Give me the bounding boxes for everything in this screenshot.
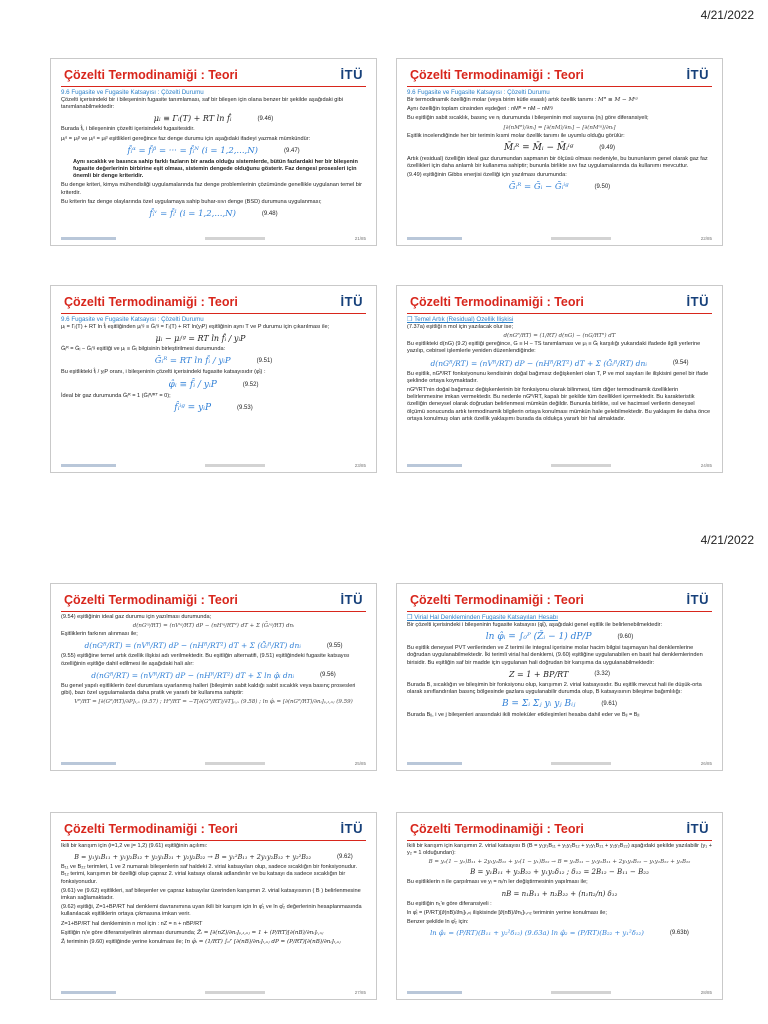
equation-9-55: d(nGᴿ/RT) = (nVᴿ/RT) dP − (nHᴿ/RT²) dT + Σ (Ḡᵢᴿ/RT) dnᵢ (9.55) bbox=[84, 641, 343, 651]
text-line: Bir termodinamik özelliğin molar (veya birim kütle esaslı) artık özellik tanımı : Mᴿ ≡ M − Mⁱᵍ bbox=[407, 97, 638, 103]
slide-footer: 28/85 bbox=[407, 989, 712, 996]
equation-9-62: B = y₁y₁B₁₁ + y₁y₂B₁₂ + y₂y₁B₂₁ + y₂y₂B₂₂ → B = y₁²B₁₁ + 2y₁y₂B₁₂ + y₂²B₂₂ (9.62) bbox=[74, 853, 353, 862]
slide-subtitle: 9.6 Fugasite ve Fugasite Katsayısı : Çözelti Durumu bbox=[61, 316, 204, 323]
equation-b-expansion: B = y₁(1 − y₂)B₁₁ + 2y₁y₂B₁₂ + y₂(1 − y₁)B₂₂ → B = y₁B₁₁ − y₁y₂B₁₁ + 2y₁y₂B₁₂ − y₁y₂B₂₂ + y₂B₂₂ bbox=[428, 859, 691, 866]
equation-ng-differential: d(nGᴿ/RT) = (1/RT) d(nG) − (nG/RT²) dT bbox=[503, 333, 616, 340]
equation-nb: nB = n₁B₁₁ + n₂B₂₂ + (n₁n₂/n) δ₁₂ bbox=[501, 889, 618, 898]
slide-body bbox=[61, 614, 366, 758]
slide-footer: 26/85 bbox=[407, 760, 712, 767]
equation-9-53: f̂ᵢⁱᵍ = yᵢP (9.53) bbox=[174, 402, 253, 413]
slide-footer: 23/85 bbox=[61, 462, 366, 469]
slide-title: Çözelti Termodinamiği : Teori bbox=[410, 295, 584, 309]
slide-subtitle: ❐ Virial Hal Denkleminden Fugasite Katsayıları Hesabı bbox=[407, 614, 558, 621]
itu-logo: İTÜ bbox=[340, 821, 363, 836]
text-line: Bu eşitlikteki d(nG) (9.2) eşitliği gereğince, G ≡ H − TS tanımlaması ve μᵢ ≡ Ḡᵢ karşılığı yukarıdaki ifadede ilgili yerlerine yazılıp, cebirsel işlemlerle yeniden düzenlendiğinde: bbox=[407, 341, 701, 355]
text-line: μᵢᵅ = μᵢᵝ ve μᵢᵅ = μᵢᵝ eşitlikleri gereğince faz denge durumu için aşağıdaki ifadeyi yazmak mümkündür: bbox=[61, 135, 311, 142]
slide-footer: 25/85 bbox=[61, 760, 366, 767]
slide-5 bbox=[50, 583, 377, 771]
text-line: Burada f̂ᵢ, i bileşeninin çözelti içerisindeki fugasitesidir. bbox=[61, 126, 195, 133]
equation-ideal-gas: d(nGⁱᵍ/RT) = (nVⁱᵍ/RT) dP − (nHⁱᵍ/RT²) dT + Σ (Ḡᵢⁱᵍ/RT) dnᵢ bbox=[132, 623, 295, 630]
text-line: İkili bir karışım için karışımın 2. virial katsayısı B (B = y₁y₁B₁₁ + y₁y₂B₁₂ + y₂y₁B₂₁ + y₂y₂B₂₂) aşağıdaki şekilde yazılabilir (y₁ + y₂ = 1 olduğundan): bbox=[407, 843, 712, 857]
slide-4 bbox=[396, 285, 723, 473]
slide-8 bbox=[396, 812, 723, 1000]
title-rule bbox=[61, 313, 366, 314]
equation-9-48: f̂ᵢᵛ = f̂ᵢˡ (i = 1,2,...,N) (9.48) bbox=[149, 209, 278, 220]
text-line: Benzer şekilde ln φ̂₂ için: bbox=[407, 919, 469, 926]
text-line: (9.61) ve (9.62) eşitlikleri, saf bileşenler ve çapraz katsayılar üzerinden karışımın 2. virial katsayısının ( B ) belirlenmesine imkan sağlamaktadır. bbox=[61, 887, 361, 902]
print-date-bottom: 4/21/2022 bbox=[700, 533, 754, 547]
itu-logo: İTÜ bbox=[686, 592, 709, 607]
equation-9-49: M̄ᵢᴿ = M̄ᵢ − M̄ᵢⁱᵍ (9.49) bbox=[504, 142, 615, 153]
slide-7 bbox=[50, 812, 377, 1000]
equation-9-47: f̂ᵢᵅ = f̂ᵢᵝ = ··· = f̂ᵢᴺ (i = 1,2,...,N) (9.47) bbox=[127, 145, 300, 156]
equation-9-51: Ḡᵢᴿ = RT ln f̂ᵢ / yᵢP (9.51) bbox=[154, 356, 273, 367]
text-line: Bu genel yapılı eşitliklerin özel durumlara uyarlanmış halleri (bileşimin sabit kaldığı sabit sıcaklık veya basınç prosesleri gibi), bazı özel uygulamalarda daha pratik ve yararlı bir kullanıma sahiptir: bbox=[61, 682, 356, 697]
slide-footer: 21/85 bbox=[61, 235, 366, 242]
slide-1 bbox=[50, 58, 377, 246]
text-line: Eşitliğin nᵢ'e göre diferansiyelinin alınması durumunda; Z̄ᵢ = [∂(nZ)/∂nᵢ]ₚ,ₜ,ₙⱼ = 1 + (P/RT)[∂(nB)/∂nᵢ]ₜ,ₙⱼ bbox=[61, 929, 324, 936]
itu-logo: İTÜ bbox=[340, 592, 363, 607]
slide-title: Çözelti Termodinamiği : Teori bbox=[64, 295, 238, 309]
text-line: Bir çözelti içerisindeki i bileşeninin fugasite katsayısı (φ̂ᵢ), aşağıdaki genel eşitlik ile belirlenebilmektedir: bbox=[407, 622, 663, 628]
text-line: (9.49) eşitliğinin Gibbs enerjisi özelliği için yazılması durumunda: bbox=[407, 172, 567, 179]
text-line: Ḡᵢᴿ = Ḡᵢ − Ḡᵢⁱᵍ eşitliği ve μᵢ ≡ Ḡᵢ bilgisinin birleştirilmesi durumunda: bbox=[61, 346, 226, 353]
text-line: Bu eşitliğin n₁'e göre diferansiyeli : bbox=[407, 900, 492, 907]
text-line: B₁₁ ve B₂₂ terimleri, 1 ve 2 numaralı bileşenlerin saf haldeki 2. virial katsayıları olup, sadece sıcaklığın bir fonksiyonudur. B₁₂ terimi, karışımın bir özelliği olup çapraz 2. virial katsayı olarak adlandırılır ve bu katsayı da sadece sıcaklığın bir fonksiyonudur. bbox=[61, 864, 358, 885]
title-rule bbox=[61, 840, 366, 841]
text-line: (7.37a) eşitliği n mol için yazılacak olur ise; bbox=[407, 324, 514, 330]
equation-9-60: ln φ̂ᵢ = ∫₀ᴾ (Z̄ᵢ − 1) dP/P (9.60) bbox=[485, 632, 634, 643]
itu-logo: İTÜ bbox=[686, 67, 709, 82]
text-line: Eşitliklerin farkının alınması ile; bbox=[61, 631, 138, 638]
text-line: İkili bir karışım için (i=1,2 ve j= 1,2) (9.61) eşitliğinin açılımı: bbox=[61, 843, 208, 849]
slide-3 bbox=[50, 285, 377, 473]
equation-9-50: Ḡᵢᴿ = Ḡᵢ − Ḡᵢⁱᵍ (9.50) bbox=[508, 182, 611, 193]
title-rule bbox=[61, 86, 366, 87]
highlight-note: Aynı sıcaklık ve basınca sahip farklı fazların bir arada olduğu sistemlerde, bütün fazlardaki her bir bileşenin fugasite değerlerinin birbirine eşit olması, sistemin dengede olduğunu gösterir. Faz dengesi prosesleri için önemli bir denge kriteridir. bbox=[73, 158, 358, 180]
text-line: ln φ̂ᵢ = (P/RT)[∂(nB)/∂nᵢ]ₜ,ₙⱼ ilişkisinde [∂(nB)/∂n₁]ₜ,ₙ₂ teriminin yerine konulması ile; bbox=[407, 909, 607, 916]
itu-logo: İTÜ bbox=[340, 294, 363, 309]
title-rule bbox=[407, 611, 712, 612]
slide-body bbox=[61, 843, 366, 987]
slide-title: Çözelti Termodinamiği : Teori bbox=[64, 593, 238, 607]
title-rule bbox=[61, 611, 366, 612]
equation-9-54: d(nGᴿ/RT) = (nVᴿ/RT) dP − (nHᴿ/RT²) dT + Σ (Ḡᵢᴿ/RT) dnᵢ (9.54) bbox=[430, 358, 689, 368]
text-line: Z̄ᵢ teriminin (9.60) eşitliğinde yerine konulması ile; ln φ̂ᵢ = (1/RT) ∫₀ᴾ [∂(nB)/∂nᵢ]ₜ,ₙⱼ dP = (P/RT)[∂(nB)/∂nᵢ]ₜ,ₙⱼ bbox=[61, 939, 341, 946]
slide-body bbox=[407, 89, 712, 233]
title-rule bbox=[407, 840, 712, 841]
slide-title: Çözelti Termodinamiği : Teori bbox=[410, 822, 584, 836]
text-line: Bu eşitliğin sabit sıcaklık, basınç ve nⱼ durumunda i bileşeninin mol sayısına (nᵢ) göre diferansiyeli; bbox=[407, 115, 649, 122]
text-line: (9.62) eşitliği, Z=1+BP/RT hal denklemi davranımına uyan ikili bir karışım için ln φ̂₁ ve ln φ̂₂ değerlerinin hesaplanmasında kullanılacak eşitliklerin ortaya çıkmasına imkan verir. bbox=[61, 904, 362, 918]
equation-9-61: B = Σᵢ Σⱼ yᵢ yⱼ Bᵢⱼ (9.61) bbox=[501, 699, 618, 710]
slide-subtitle: 9.6 Fugasite ve Fugasite Katsayısı : Çözelti Durumu bbox=[407, 89, 550, 96]
itu-logo: İTÜ bbox=[340, 67, 363, 82]
text-line: Artık (residual) özelliğin ideal gaz durumundan sapmanın bir ölçüsü olması nedeniyle, bu bununlarım genel olarak gaz faz özellikleri için daha anlamlı bir kullanıma sahiptir; bununla birlikte sıvı faz uygulamalarında da kullanımı mevcuttur. bbox=[407, 155, 708, 170]
equation-9-57-59: Vᴿ/RT = [∂(Gᴿ/RT)/∂P]ₜ,ₓ (9.57) ; Hᴿ/RT = −T[∂(Gᴿ/RT)/∂T]ₚ,ₓ (9.58) ; ln φ̂ᵢ = [∂(nGᴿ/RT)/∂nᵢ]ₚ,ₜ,ₙⱼ (9.59) bbox=[74, 699, 353, 706]
text-line: Bu eşitlik, nGᴿ/RT fonksiyonunu kendisinin doğal bağımsız değişkenleri olan T, P ve mol sayıları ile ilişkisini genel bir ifade şeklinde ortaya koymaktadır. bbox=[407, 370, 709, 384]
title-rule bbox=[407, 313, 712, 314]
equation-3-32: Z = 1 + BP/RT (3.32) bbox=[508, 669, 611, 679]
text-line: Aynı özelliğin toplam cinsinden eşdeğeri : nMᴿ = nM − nMⁱᵍ bbox=[407, 106, 553, 113]
text-line: (9.55) eşitliğine temel artık özellik ilişkisi adı verilmektedir. Bu eşitliğin alternatifi, (9.51) eşitliğindeki fugasite katsayısı özelliğinin eşitliğe dahil edilmesi ile aşağıdaki hali alır: bbox=[61, 653, 350, 667]
slide-footer: 24/85 bbox=[407, 462, 712, 469]
text-line: Bu kriterin faz denge olaylarında özel uygulamaya sahip buhar-sıvı denge (BSD) durumuna uygulanması; bbox=[61, 198, 322, 205]
slide-body bbox=[61, 316, 366, 460]
print-date-top: 4/21/2022 bbox=[700, 8, 754, 22]
text-line: Bu denge kriteri, kimya mühendisliği uygulamalarında faz denge problemlerinin çözümünde genellikle uygulanan temel bir kriterdir. bbox=[61, 182, 362, 196]
itu-logo: İTÜ bbox=[686, 821, 709, 836]
text-line: Z=1+BP/RT hal denkleminin n mol için : nZ = n + nBP/RT bbox=[61, 920, 203, 927]
equation-9-52: φ̂ᵢ ≡ f̂ᵢ / yᵢP (9.52) bbox=[168, 379, 259, 390]
slide-body bbox=[61, 89, 366, 233]
text-line: (9.54) eşitliğinin ideal gaz durumu için yazılması durumunda; bbox=[61, 614, 212, 620]
text-line: Çözelti içerisindeki bir i bileşeninin fugasite tanımlaması, saf bir bileşen için olana benzer bir şekilde aşağıdaki gibi tanımlanabilmektedir: bbox=[61, 97, 344, 111]
title-rule bbox=[407, 86, 712, 87]
slide-2 bbox=[396, 58, 723, 246]
slide-subtitle: 9.6 Fugasite ve Fugasite Katsayısı : Çözelti Durumu bbox=[61, 89, 204, 96]
slide-title: Çözelti Termodinamiği : Teori bbox=[64, 822, 238, 836]
text-line: Burada Bᵢⱼ, i ve j bileşenleri arasındaki ikili moleküler etkileşimleri hesaba dahil eder ve Bᵢⱼ = Bⱼᵢ bbox=[407, 712, 640, 719]
slide-body bbox=[407, 843, 712, 987]
itu-logo: İTÜ bbox=[686, 294, 709, 309]
slide-body bbox=[407, 316, 712, 460]
slide-body bbox=[407, 614, 712, 758]
text-line: Burada B, sıcaklığın ve bileşimin bir fonksiyonu olup, karışımın 2. virial katsayısıdır. Bu eşitlik mevcut hali ile düşük-orta olarak sınıflandırılan basınç bölgesinde gazlara uygulanabilir durumda olup, B katsayısının bileşime bağımlılığı: bbox=[407, 681, 702, 696]
slide-title: Çözelti Termodinamiği : Teori bbox=[410, 68, 584, 82]
equation-b-delta: B = y₁B₁₁ + y₂B₂₂ + y₁y₂δ₁₂ ; δ₁₂ = 2B₁₂ − B₁₁ − B₂₂ bbox=[470, 868, 649, 877]
slide-footer: 22/85 bbox=[407, 235, 712, 242]
text-line: Bu eşitlikteki f̂ᵢ / yᵢP oranı, i bileşeninin çözelti içerisindeki fugasite katsayısıdır (φ̂ᵢ) : bbox=[61, 369, 266, 376]
slide-title: Çözelti Termodinamiği : Teori bbox=[64, 68, 238, 82]
text-line: İdeal bir gaz durumunda Ḡᵢᴿ = 1 (Ḡᵢᴿ/ᴿᵀ = 0); bbox=[61, 392, 171, 399]
slide-title: Çözelti Termodinamiği : Teori bbox=[410, 593, 584, 607]
equation-9-46: μᵢ ≡ Γᵢ(T) + RT ln f̂ᵢ (9.46) bbox=[153, 114, 274, 124]
equation-9-63: ln φ̂₁ = (P/RT)(B₁₁ + y₂²δ₁₂) (9.63a) ln φ̂₂ = (P/RT)(B₂₂ + y₁²δ₁₂) (9.63b) bbox=[430, 929, 689, 938]
text-line: Eşitlik incelendiğinde her bir terimin kısmi molar özellik tanımı ile uyumlu olduğu görülür: bbox=[407, 132, 625, 139]
equation-mu-difference: μᵢ − μᵢⁱᵍ = RT ln f̂ᵢ / yᵢP bbox=[155, 334, 246, 344]
slide-subtitle: ❐ Temel Artık (Residual) Özellik İlişkisi bbox=[407, 316, 514, 323]
text-line: Bu eşitliklerin n ile çarpılması ve yᵢ = nᵢ/n ler değiştirmesinin yapılması ile; bbox=[407, 879, 588, 886]
text-line: nGᴿ/RT'nin doğal bağımsız değişkenlerinin bir fonksiyonu olarak bilinmesi, tüm diğer termodinamik özelliklerin belirlenmesine imkan vermektedir. Bu nedenle nGᴿ/RT, kapalı bir şekilde tüm özellikleri içermektedir. Bu karakteristik özelliğin deneysel olarak doğrudan belirlenmesi mümkün değildir. Bununla birlikte, ısıl ve hacimsel verilerin deneysel ölçümü sonucunda artık termodinamik bilgilerin ortaya konulması mümkün hale gelebilmektedir. Bu yaklaşım ile daha önce ortaya konulmuş olan artık özellik yaklaşımı burada da oldukça yararlı bir hal almaktadır. bbox=[407, 387, 711, 422]
slide-footer: 27/85 bbox=[61, 989, 366, 996]
text-line: Bu eşitlik deneysel PVT verilerinden ve Z terimi ile integral içerisine molar hacim bilgisi taşımayan hal denklemlerine doğrudan uygulanabilmektedir. İki terimli virial hal denklemi, (9.60) eşitliğine uygulanabilen en basit hal denklemlerinden birisidir. Bu eşitliğin saf bir madde için uygulanan hali doğrudan bir karışıma da uygulanabilmektedir: bbox=[407, 645, 703, 666]
equation-derivative: [∂(nMᴿ)/∂nᵢ] = [∂(nM)/∂nᵢ] − [∂(nMⁱᵍ)/∂nᵢ] bbox=[503, 124, 616, 131]
slide-6 bbox=[396, 583, 723, 771]
equation-9-56: d(nGᴿ/RT) = (nVᴿ/RT) dP − (nHᴿ/RT²) dT + Σ ln φ̂ᵢ dnᵢ (9.56) bbox=[91, 670, 336, 680]
text-line: μᵢ = Γᵢ(T) + RT ln f̂ᵢ eşitliğinden μᵢⁱᵍ ≡ Ḡᵢⁱᵍ = Γᵢ(T) + RT ln(yᵢP) eşitliğinin aynı T ve P durumu için çıkarılması ile; bbox=[61, 324, 330, 330]
